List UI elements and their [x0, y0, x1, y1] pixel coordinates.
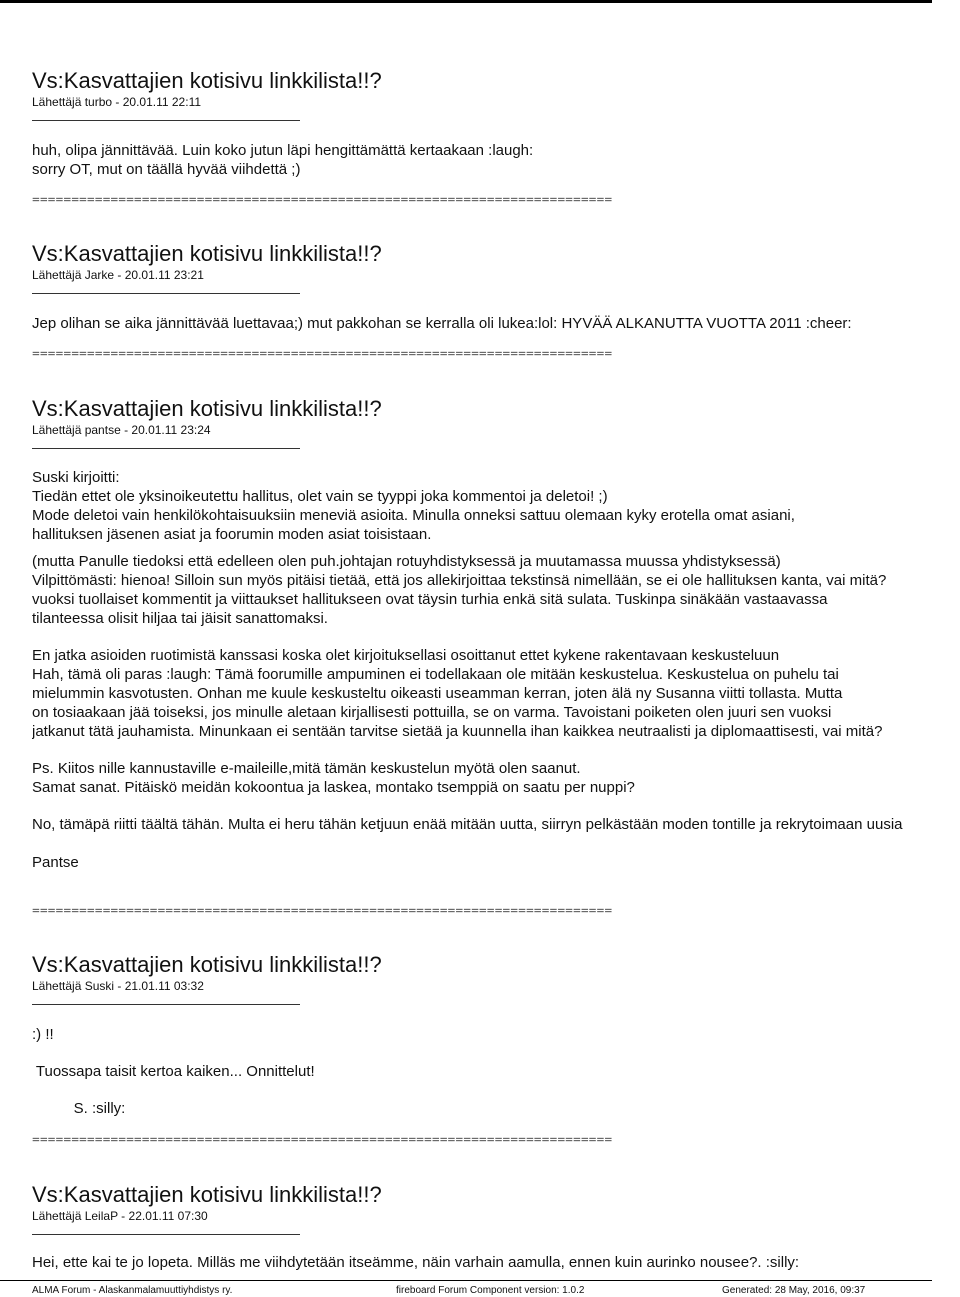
footer-rule — [0, 1280, 932, 1281]
blank-line — [32, 628, 960, 646]
post-meta: Lähettäjä Jarke - 20.01.11 23:21 — [32, 268, 204, 282]
post-meta: Lähettäjä Suski - 21.01.11 03:32 — [32, 979, 204, 993]
post-title: Vs:Kasvattajien kotisivu linkkilista!!? — [32, 952, 382, 977]
post-title: Vs:Kasvattajien kotisivu linkkilista!!? — [32, 241, 382, 266]
meta-rule — [32, 120, 300, 121]
meta-rule — [32, 293, 300, 294]
meta-rule — [32, 1234, 300, 1235]
post — [32, 68, 960, 179]
post-line: S. :silly: — [32, 1100, 126, 1117]
post-separator: ========================================================================== — [32, 195, 613, 206]
blank-line — [32, 544, 960, 552]
post-line: Ps. Kiitos nille kannustaville e-maileille,mitä tämän keskustelun myötä olen saanut. — [32, 760, 581, 777]
post-title: Vs:Kasvattajien kotisivu linkkilista!!? — [32, 68, 382, 93]
post-separator: ========================================================================== — [32, 906, 613, 917]
blank-line — [32, 834, 960, 853]
post-line: mielummin kasvotusten. Onhan me kuule keskusteltu oikeasti useamman kerran, joten älä ny Susanna viitti tollasta. Mutta — [32, 685, 843, 702]
post-body — [32, 1253, 960, 1272]
post-line: Hah, tämä oli paras :laugh: Tämä foorumille ampuminen ei todellakaan ole mitään keskustelua. Keskustelua on puhelu tai — [32, 666, 839, 683]
post-line: Samat sanat. Pitäiskö meidän kokoontua ja laskea, montako tsemppiä on saatu per nuppi? — [32, 779, 635, 796]
post-line: En jatka asioiden ruotimistä kanssasi koska olet kirjoituksellasi osoittanut ettet kykene rakentavaan keskusteluun — [32, 647, 780, 664]
post-line: tilanteessa olisit hiljaa tai jäisit sanattomaksi. — [32, 610, 328, 627]
post — [32, 1182, 960, 1272]
post-line: jatkanut tätä jauhamista. Minunkaan ei sentään tarvitse sietää ja kuunnella ihan kaikkea neutraalisti ja diplomaattisesti, vai mitä? — [32, 723, 883, 740]
post-separator: ========================================================================== — [32, 1135, 613, 1146]
post-title: Vs:Kasvattajien kotisivu linkkilista!!? — [32, 1182, 382, 1207]
post-body — [32, 141, 960, 179]
post-line: (mutta Panulle tiedoksi että edelleen olen puh.johtajan rotuyhdistyksessä ja muutamassa muussa yhdistyksessä) — [32, 553, 781, 570]
post-line: hallituksen jäsenen asiat ja foorumin moden asiat toisistaan. — [32, 526, 432, 543]
post-meta: Lähettäjä LeilaP - 22.01.11 07:30 — [32, 1209, 208, 1223]
blank-line — [32, 797, 960, 815]
post-title: Vs:Kasvattajien kotisivu linkkilista!!? — [32, 396, 382, 421]
quote-attribution: Suski kirjoitti: — [32, 469, 120, 486]
post — [32, 396, 960, 872]
post-body — [32, 1025, 960, 1118]
footer-generated-date: Generated: 28 May, 2016, 09:37 — [722, 1285, 866, 1296]
post-line: Tuossapa taisit kertoa kaiken... Onnittelut! — [32, 1063, 315, 1080]
post-meta: Lähettäjä turbo - 20.01.11 22:11 — [32, 95, 202, 109]
post-line: Jep olihan se aika jännittävää luettavaa;) mut pakkohan se kerralla oli lukea:lol: HYVÄÄ ALKANUTTA VUOTTA 2011 :cheer: — [32, 315, 852, 332]
post-signature: Pantse — [32, 854, 79, 871]
footer-component-version: fireboard Forum Component version: 1.0.2 — [396, 1285, 585, 1296]
post — [32, 952, 960, 1118]
post — [32, 241, 960, 333]
blank-line — [32, 1081, 960, 1099]
blank-line — [32, 1044, 960, 1062]
footer-forum-name: ALMA Forum - Alaskanmalamuuttiyhdistys ry. — [32, 1285, 233, 1296]
post-line: Mode deletoi vain henkilökohtaisuuksiin meneviä asioita. Minulla onneksi sattuu olemaan kyky erotella omat asiani, — [32, 507, 795, 524]
post-line: Vilpittömästi: hienoa! Silloin sun myös pitäisi tietää, että jos allekirjoittaa tekstinsä nimellään, se ei ole hallituksen kanta, vai mitä? — [32, 572, 887, 589]
post-meta: Lähettäjä pantse - 20.01.11 23:24 — [32, 423, 211, 437]
post-line: Hei, ette kai te jo lopeta. Milläs me viihdytetään itseämme, näin varhain aamulla, ennen kuin aurinko nousee?. :silly: — [32, 1254, 800, 1271]
post-body — [32, 468, 960, 872]
post-line: No, tämäpä riitti täältä tähän. Multa ei heru tähän ketjuun enää mitään uutta, siirryn pelkästään moden tontille ja rekrytoimaan uusia — [32, 816, 903, 833]
post-line: on tosiaakaan jää toiseksi, jos minulle aletaan kirjallisesti pottuilla, se on varma. Tavoistani poiketen olen juuri sen vuoksi — [32, 704, 832, 721]
post-line: huh, olipa jännittävää. Luin koko jutun läpi hengittämättä kertaakaan :laugh: — [32, 142, 534, 159]
post-line: sorry OT, mut on täällä hyvää viihdettä ;) — [32, 161, 301, 178]
post-body — [32, 314, 960, 333]
post-line: :) !! — [32, 1026, 54, 1043]
blank-line — [32, 741, 960, 759]
meta-rule — [32, 1004, 300, 1005]
meta-rule — [32, 448, 300, 449]
post-separator: ========================================================================== — [32, 349, 613, 360]
post-line: vuoksi tuollaiset kommentit ja viittaukset hallitukseen ovat täysin turhia enkä sitä sulata. Tuskinpa sinäkään vastaavassa — [32, 591, 828, 608]
post-line: Tiedän ettet ole yksinoikeutettu hallitus, olet vain se tyyppi joka kommentoi ja deletoi! ;) — [32, 488, 608, 505]
